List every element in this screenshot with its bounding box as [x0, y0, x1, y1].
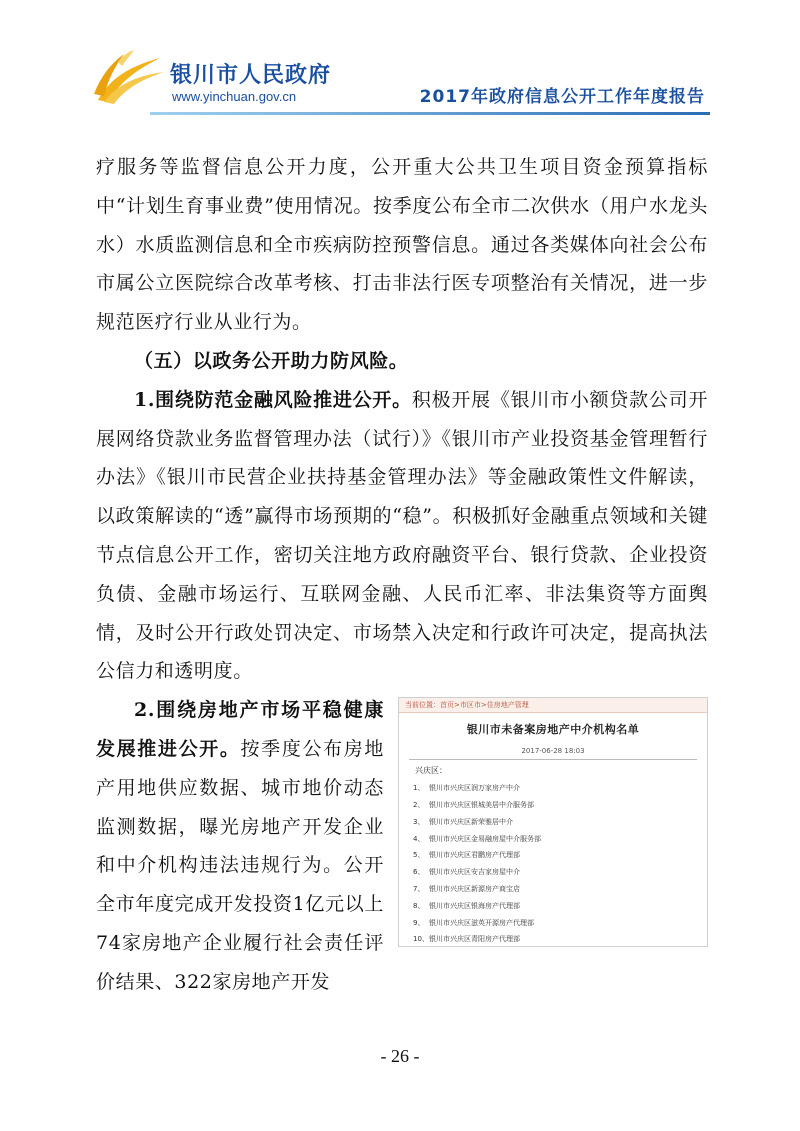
paragraph-health: 疗服务等监督信息公开力度，公开重大公共卫生项目资金预算指标中“计划生育事业费”使用情况。按季度公布全市二次供水（用户水龙头水）水质监测信息和全市疾病防控预警信息。通过各类媒体向社会公布市属公立医院综合改革考核、打击非法行医专项整治有关情况，进一步规范医疗行业从业行为。 — [96, 156, 708, 334]
screenshot-district: 兴庆区： — [415, 766, 447, 776]
screenshot-date: 2017-06-28 18:03 — [521, 747, 585, 756]
screenshot-divider — [409, 759, 697, 760]
list-item: 10、银川市兴庆区青阳房产代理部 — [413, 935, 520, 944]
org-name: 银川市人民政府 — [170, 63, 332, 88]
section-heading-5: （五）以政务公开助力防风险。 — [134, 349, 409, 372]
list-item: 5、 银川市兴庆区君鹏房产代理部 — [413, 851, 520, 860]
list-item: 6、 银川市兴庆区安吉家房屋中介 — [413, 868, 520, 877]
report-body — [96, 148, 708, 1002]
page-number: - 26 - — [380, 1046, 420, 1066]
screenshot-breadcrumb: 当前位置：首页>市区市>住房地产管理 — [399, 698, 707, 713]
list-item: 1、 银川市兴庆区润万家房产中介 — [413, 784, 520, 793]
list-item: 3、 银川市兴庆区新荣雅居中介 — [413, 817, 513, 826]
report-title: 2017年政府信息公开工作年度报告 — [419, 87, 705, 107]
item2-text: 按季度公布房地产用地供应数据、城市地价动态监测数据，曝光房地产开发企业和中介机构违法违规行为。公开全市年度完成开发投资1亿元以上74家房地产企业履行社会责任评价结果、322家房地产开发 — [96, 737, 385, 993]
item2-lead: 2.围绕房地产市场平稳健康发展推进公开。 — [96, 699, 384, 760]
agency-list — [413, 780, 707, 947]
page-header — [0, 0, 800, 118]
list-item: 8、 银川市兴庆区银海房产代理部 — [413, 901, 520, 910]
list-item: 9、 银川市兴庆区滋英开源房产代理部 — [413, 918, 534, 927]
list-item: 2、 银川市兴庆区银城美居中介服务部 — [413, 800, 534, 809]
item1-text: 积极开展《银川市小额贷款公司开展网络贷款业务监督管理办法（试行）》《银川市产业投资基金管理暂行办法》《银川市民营企业扶持基金管理办法》等金融政策性文件解读，以政策解读的“透”赢得市场预期的“稳”。积极抓好金融重点领域和关键节点信息公开工作，密切关注地方政府融资平台、银行贷款、企业投资负债、金融市场运行、互联网金融、人民币汇率、非法集资等方面舆情，及时公开行政处罚决定、市场禁入决定和行政许可决定，提高执法公信力和透明度。 — [96, 388, 708, 683]
list-item: 7、 银川市兴庆区新源房产商宝店 — [413, 884, 520, 893]
org-url[interactable]: www.yinchuan.gov.cn — [172, 89, 297, 104]
list-item: 4、 银川市兴庆区金易融房屋中介服务部 — [413, 834, 541, 843]
screenshot-title: 银川市未备案房地产中介机构名单 — [466, 723, 640, 737]
paragraph-realestate-wrap — [96, 691, 708, 1001]
paragraph-finance — [96, 381, 708, 691]
item1-lead: 1.围绕防范金融风险推进公开。 — [134, 388, 412, 411]
embedded-screenshot — [398, 697, 708, 947]
yinchuan-logo-icon — [90, 48, 170, 108]
header-divider — [150, 112, 710, 115]
